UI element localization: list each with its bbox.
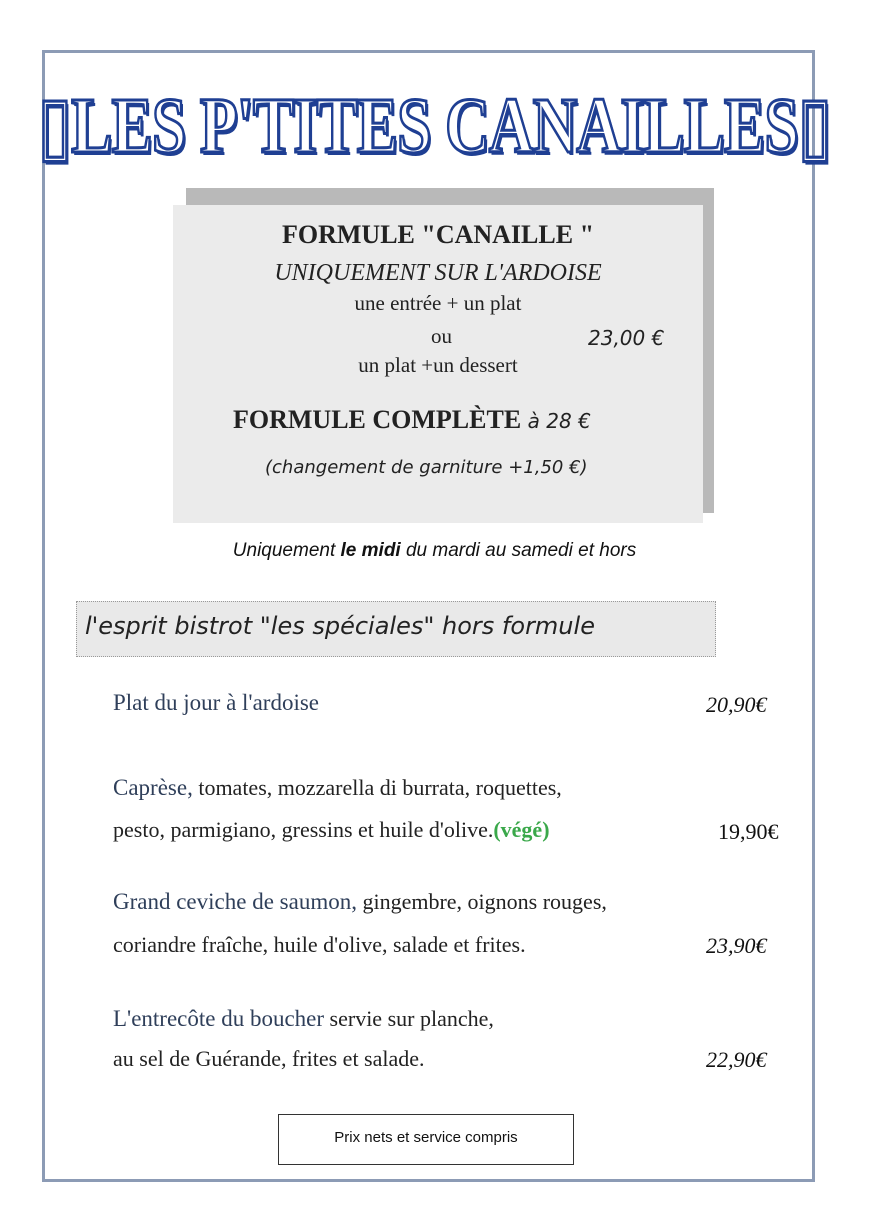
- availability-suffix: du mardi au samedi et hors: [405, 540, 637, 561]
- dish-3-desc-2: coriandre fraîche, huile d'olive, salade et frites.: [113, 932, 526, 957]
- footer-note: Prix nets et service compris: [278, 1114, 574, 1165]
- dish-4-line-1: [113, 1006, 494, 1032]
- dish-4-price: 22,90€: [706, 1047, 767, 1072]
- formula-option-2: un plat +un dessert: [358, 353, 518, 377]
- restaurant-logo-title: ▯LES P'TITES CANAILLES▯: [38, 83, 831, 171]
- dish-4-line-2: [113, 1046, 425, 1072]
- formula-title: FORMULE "CANAILLE ": [282, 220, 594, 249]
- dish-2-name: Caprèse,: [113, 775, 193, 800]
- dish-2-vege-tag: (végé): [493, 817, 550, 842]
- dish-2-line-2: [113, 817, 550, 843]
- dish-4-name: L'entrecôte du boucher: [113, 1006, 325, 1031]
- dish-4-desc-1: servie sur planche,: [324, 1006, 494, 1031]
- dish-2-desc-2: pesto, parmigiano, gressins et huile d'olive.: [113, 817, 494, 842]
- dish-2-line-1: [113, 775, 562, 801]
- dish-3-price: 23,90€: [706, 933, 767, 958]
- formula-option-1: une entrée + un plat: [354, 291, 522, 315]
- availability-highlight: le midi: [340, 540, 401, 561]
- garnish-note: (changement de garniture +1,50 €): [265, 457, 588, 478]
- dish-3-name: Grand ceviche de saumon,: [113, 889, 357, 914]
- specials-title: l'esprit bistrot "les spéciales" hors formule: [85, 612, 595, 640]
- formula-box: [173, 205, 703, 523]
- availability-prefix: Uniquement: [232, 540, 336, 561]
- formula-complete-price: à 28 €: [527, 409, 591, 433]
- dish-3-line-2: [113, 932, 526, 958]
- formula-or: ou: [431, 324, 452, 348]
- formula-price: 23,00 €: [588, 326, 665, 350]
- dish-1: [113, 690, 319, 716]
- formula-complete-title: FORMULE COMPLÈTE: [233, 405, 522, 434]
- dish-1-price: 20,90€: [706, 692, 767, 717]
- dish-3-line-1: [113, 889, 607, 915]
- dish-2-price: 19,90€: [718, 819, 779, 844]
- dish-2-desc-1: tomates, mozzarella di burrata, roquettes,: [192, 775, 562, 800]
- availability-note: [0, 540, 869, 562]
- dish-1-name: Plat du jour à l'ardoise: [113, 690, 319, 715]
- dish-4-desc-2: au sel de Guérande, frites et salade.: [113, 1046, 425, 1071]
- formula-complete: [233, 405, 591, 435]
- formula-subtitle: UNIQUEMENT SUR L'ARDOISE: [274, 260, 602, 286]
- dish-3-desc-1: gingembre, oignons rouges,: [356, 889, 607, 914]
- specials-header-box: [76, 601, 716, 657]
